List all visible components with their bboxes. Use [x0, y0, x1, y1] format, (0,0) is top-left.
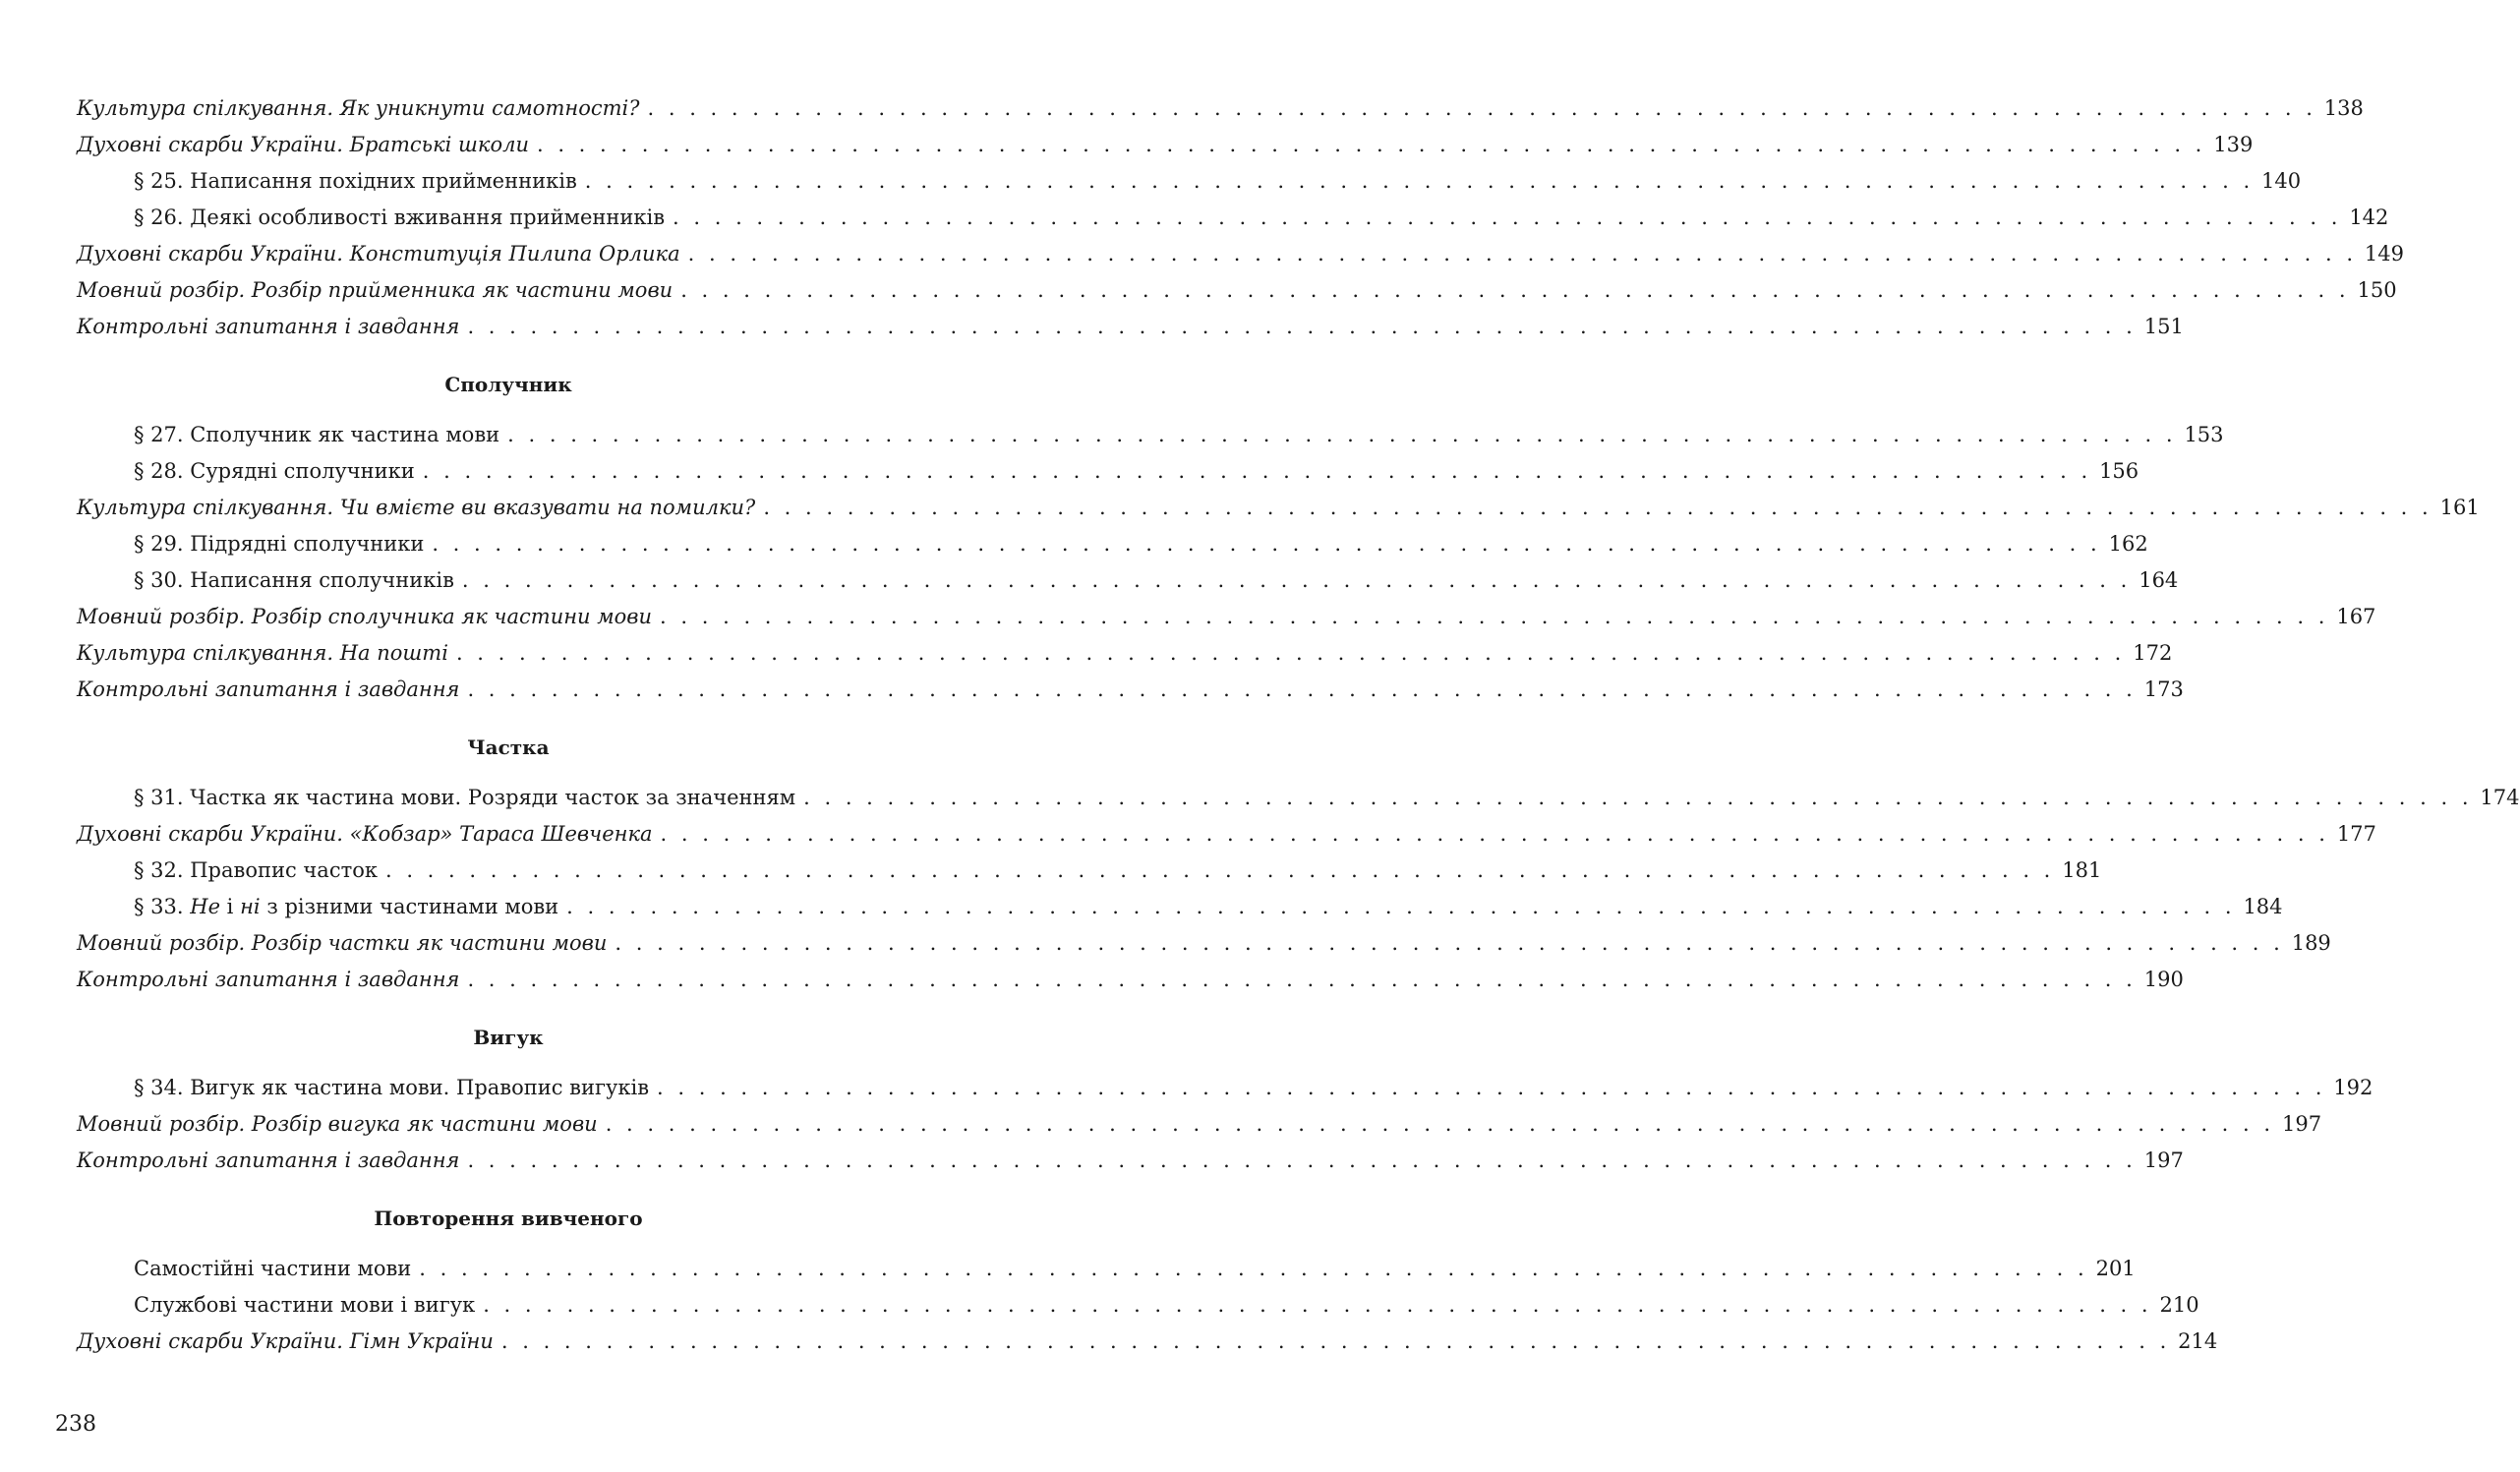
toc-entry[interactable]: [77, 236, 2404, 272]
toc-entry-title: Мовний розбір. Розбір прийменника як частини мови: [77, 278, 674, 302]
toc-entry-title: § 27. Сполучник як частина мови: [134, 423, 500, 446]
toc-entry-page: 173: [2143, 677, 2184, 701]
toc-entry-page: 190: [2143, 968, 2184, 991]
dot-leader: [462, 562, 2131, 599]
dot-leader: [688, 236, 2357, 272]
toc-entry[interactable]: [77, 672, 2184, 708]
dot-leader: [385, 853, 2054, 889]
toc-entry-page: 162: [2108, 532, 2148, 556]
toc-entry[interactable]: [77, 526, 2148, 562]
toc-entry[interactable]: [77, 1324, 2218, 1360]
toc-entry-page: 172: [2133, 641, 2173, 665]
toc-entry-title: Службові частини мови і вигук: [134, 1293, 476, 1317]
toc-entry-page: 153: [2184, 423, 2224, 446]
toc-entry-title: § 30. Написання сполучників: [134, 568, 454, 592]
dot-leader: [615, 925, 2283, 962]
dot-leader: [467, 672, 2136, 708]
toc-entry[interactable]: [77, 816, 2376, 853]
dot-leader: [507, 417, 2176, 453]
dot-leader: [566, 889, 2235, 925]
section-heading: Вигук: [473, 1026, 544, 1049]
toc-entry-title: Духовні скарби України. «Кобзар» Тараса Шевченка: [77, 822, 653, 846]
dot-leader: [661, 816, 2329, 853]
toc-entry[interactable]: [77, 90, 2364, 127]
toc-entry-title: Контрольні запитання і завдання: [77, 968, 460, 991]
table-of-contents: [77, 90, 2520, 1360]
toc-entry[interactable]: [77, 417, 2224, 453]
toc-entry[interactable]: [77, 1287, 2199, 1324]
dot-leader: [423, 453, 2091, 490]
toc-entry-title: § 31. Частка як частина мови. Розряди часток за значенням: [134, 786, 796, 809]
toc-entry-title-part: Не: [190, 895, 220, 918]
toc-entry-title-part: і: [220, 895, 241, 918]
toc-entry-page: 214: [2178, 1329, 2218, 1353]
toc-entry[interactable]: [77, 962, 2184, 998]
toc-entry[interactable]: [77, 599, 2376, 635]
toc-entry-page: 151: [2143, 315, 2184, 338]
toc-entry-title: Контрольні запитання і завдання: [77, 315, 460, 338]
toc-entry[interactable]: [77, 453, 2139, 490]
toc-entry-title: [134, 889, 558, 925]
toc-entry-page: 189: [2291, 931, 2331, 955]
toc-entry[interactable]: [77, 925, 2331, 962]
page-number: 238: [55, 1412, 96, 1437]
toc-entry[interactable]: [77, 1143, 2184, 1179]
toc-entry-title-part: з різними частинами мови: [260, 895, 559, 918]
toc-entry-page: 139: [2213, 133, 2254, 156]
dot-leader: [467, 1143, 2136, 1179]
toc-entry-page: 201: [2095, 1257, 2136, 1280]
dot-leader: [606, 1106, 2274, 1143]
dot-leader: [501, 1324, 2170, 1360]
toc-entry-page: 192: [2333, 1076, 2373, 1099]
toc-entry-title: Культура спілкування. Як уникнути самотності?: [77, 96, 640, 120]
toc-entry[interactable]: [77, 562, 2179, 599]
toc-entry[interactable]: [77, 1106, 2322, 1143]
section-heading: Сполучник: [444, 373, 572, 396]
toc-entry-title: § 29. Підрядні сполучники: [134, 532, 425, 556]
toc-entry-title: Контрольні запитання і завдання: [77, 1148, 460, 1172]
toc-entry-title: Самостійні частини мови: [134, 1257, 412, 1280]
toc-entry[interactable]: [77, 635, 2173, 672]
toc-entry-page: 138: [2323, 96, 2364, 120]
toc-entry-title: Мовний розбір. Розбір вигука як частини мови: [77, 1112, 598, 1136]
toc-entry[interactable]: [77, 780, 2520, 816]
dot-leader: [803, 780, 2472, 816]
dot-leader: [483, 1287, 2151, 1324]
toc-entry-title: § 25. Написання похідних прийменників: [134, 169, 577, 193]
toc-entry-page: 140: [2261, 169, 2302, 193]
toc-entry-title: Духовні скарби України. Гімн України: [77, 1329, 494, 1353]
toc-entry-page: 164: [2139, 568, 2179, 592]
toc-entry-title: § 26. Деякі особливості вживання прийменників: [134, 206, 666, 229]
toc-entry-title: Мовний розбір. Розбір сполучника як частини мови: [77, 605, 653, 628]
toc-entry-title: § 34. Вигук як частина мови. Правопис вигуків: [134, 1076, 650, 1099]
toc-entry[interactable]: [77, 1251, 2136, 1287]
section-heading: Частка: [467, 736, 550, 759]
dot-leader: [456, 635, 2125, 672]
toc-entry[interactable]: [77, 163, 2302, 200]
dot-leader: [657, 1070, 2325, 1106]
toc-entry-title: Культура спілкування. Чи вмієте ви вказувати на помилки?: [77, 496, 756, 519]
toc-entry[interactable]: [77, 127, 2254, 163]
section-heading: Повторення вивченого: [374, 1207, 643, 1230]
toc-entry-title: Мовний розбір. Розбір частки як частини мови: [77, 931, 608, 955]
toc-entry-page: 210: [2159, 1293, 2199, 1317]
dot-leader: [467, 962, 2136, 998]
toc-entry[interactable]: [77, 272, 2397, 309]
toc-entry-page: 197: [2281, 1112, 2322, 1136]
toc-entry-title: Контрольні запитання і завдання: [77, 677, 460, 701]
toc-entry-page: 149: [2364, 242, 2404, 265]
toc-entry-title: § 32. Правопис часток: [134, 858, 378, 882]
dot-leader: [419, 1251, 2087, 1287]
toc-entry-title: § 28. Сурядні сполучники: [134, 459, 415, 483]
dot-leader: [467, 309, 2136, 345]
toc-entry-page: 177: [2336, 822, 2376, 846]
dot-leader: [763, 490, 2432, 526]
toc-entry[interactable]: [77, 309, 2184, 345]
toc-entry[interactable]: [77, 1070, 2373, 1106]
dot-leader: [432, 526, 2100, 562]
toc-entry-page: 181: [2062, 858, 2102, 882]
toc-entry-page: 167: [2336, 605, 2376, 628]
toc-entry[interactable]: [77, 889, 2283, 925]
toc-entry-title: Культура спілкування. На пошті: [77, 641, 448, 665]
toc-entry-title-part: ні: [240, 895, 261, 918]
toc-entry-title-part: § 33.: [134, 895, 191, 918]
toc-entry-page: 161: [2439, 496, 2480, 519]
toc-entry-title: Духовні скарби України. Братські школи: [77, 133, 529, 156]
dot-leader: [537, 127, 2205, 163]
dot-leader: [585, 163, 2254, 200]
toc-entry-page: 197: [2143, 1148, 2184, 1172]
toc-entry-page: 184: [2243, 895, 2283, 918]
dot-leader: [648, 90, 2316, 127]
toc-entry-page: 142: [2349, 206, 2389, 229]
toc-entry-page: 174: [2480, 786, 2520, 809]
toc-entry-page: 156: [2099, 459, 2139, 483]
dot-leader: [673, 200, 2341, 236]
toc-entry[interactable]: [77, 853, 2102, 889]
toc-entry[interactable]: [77, 490, 2480, 526]
toc-entry-page: 150: [2357, 278, 2397, 302]
dot-leader: [660, 599, 2328, 635]
toc-entry-title: Духовні скарби України. Конституція Пилипа Орлика: [77, 242, 680, 265]
dot-leader: [680, 272, 2349, 309]
toc-entry[interactable]: [77, 200, 2389, 236]
